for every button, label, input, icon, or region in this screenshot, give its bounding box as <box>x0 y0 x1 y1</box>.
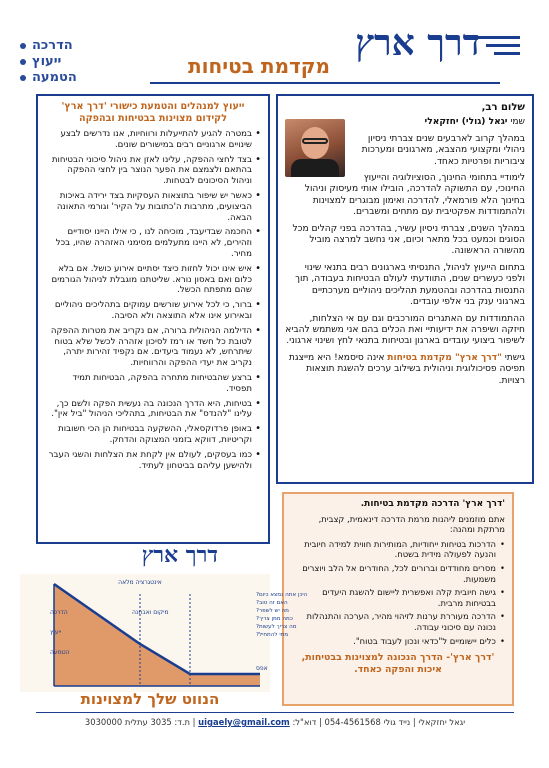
brand-title: דרך ארץ <box>355 22 480 64</box>
list-item: • כמו בעסקים, לעולם אין לקחת את הצלחות והשגי העבר ולהישען עליהם בביטחון לעתיד. <box>45 450 261 472</box>
offer-item: • מסרים מחודדים וברורים לכל, החודרים אל הלב ויוצרים משמעות. <box>291 563 505 584</box>
profile-photo <box>285 119 345 177</box>
list-item: • בצד לחצי ההפקה, עלינו לאזן את ניהול סיכוני הבטיחות בהתאם ולצמצם את הפער הנוצר בין לחצי ההפקה וניהול הסיכונים לבטחות. <box>45 155 261 187</box>
offer-item: • הדרכה מעוררת ערנות לזיהוי מהיר, הערכה והתנהלות נכונה עם סיכוני עבודה. <box>291 611 505 632</box>
author-name: יגאל (גולי) יחזקאלי <box>424 117 508 128</box>
offer-item: • כלים יישומיים ל"כדאי ונכון לעבוד בטוח". <box>291 636 505 647</box>
letter-paragraph: לימודיי בתחומי החינוך, הסוציולוגיה והייעוץ החינוכי, עם התשוקה להדרכה, הובילו אותי מעיסוק וניהול בחינוך הלא פורמאלי, להדרכה ואימון מבוגרים למצוינות ולהתמודדות אפקטיבית עם מתחים ומשברים. <box>304 173 525 218</box>
diagram-question: מתי להתחיל? <box>256 632 289 638</box>
footer-email-label: דוא"ל: <box>292 717 317 727</box>
photo-shirt <box>291 159 339 177</box>
letter-greeting: שלום רב, <box>481 102 525 113</box>
bullet-icon <box>20 75 26 81</box>
footer-po: ת.ד: 3035 עתלית 3030000 <box>84 717 190 727</box>
list-title: ייעוץ למנהלים והטמעת כישורי 'דרך ארץ' לקידום מצוינות בבטיחות ובהפקה <box>61 101 245 124</box>
bullet-icon <box>20 59 26 65</box>
photo-glasses <box>302 138 328 144</box>
diagram-end-label: אפס <box>256 665 268 672</box>
training-offer <box>282 492 514 706</box>
contact-footer: יגאל יחזקאלי | נייד גולי 054-4561568 | דוא"ל: uigaely@gmail.com | ת.ד: 3035 עתלית 3030000 <box>36 712 514 730</box>
list-item: • באופן פרדוקסאלי, ההשקעה בבטיחות הן הכי חשובות וקריטיות, דווקא בזמני המצוקה והדחק. <box>45 424 261 446</box>
list-item: • ברצע שהבטיחות מתחרה בהפקה, הבטיחות תמיד תפסיד. <box>45 373 261 395</box>
letter-paragraph: במהלך קרוב לארבעים שנים צברתי ניסיון ניהולי ומקצועי מהצבא, מארגונים ומערכות ציבוריות ופרטיות כאחד. <box>361 133 525 167</box>
list-item: • כאשר יש שיפור בתוצאות העסקיות בצד ירידה באיכות הביצועים, מתרבות ה'כתובות על הקיר' וגורמי התאונה הבאה. <box>45 191 261 223</box>
list-item: • בטיחות, היא הדרך הנכונה בה נעשית הפקה ולשם כך, עלינו "להנדס" את הבטיחות, בתהליכי הניהול "ביל אין". <box>45 399 261 421</box>
list-item: • במטרה להגיע להתייעלות ורווחיות, אנו נדרשים לבצע שינויים ארגוניים רבים במישורים שונים. <box>45 129 261 151</box>
footer-mobile: 054-4561568 <box>324 717 381 727</box>
diagram-label: הדרכה <box>50 609 68 616</box>
tagline-item: הדרכה <box>20 38 132 54</box>
letter-paragraph: בתחום הייעוץ לניהול, התנסיתי בארגונים רבים בתנאי שינוי ולפני כעשרים שנים, התוודעתי לעולם הבטיחות בעבודה, תוך התנסות בהדרכה ובהטמעת תהליכים ניהוליים מערכתיים בארגוני ענק בני אלפי עובדים. <box>295 262 525 308</box>
offer-footer: 'דרך ארץ'- הדרך הנכונה למצוינות בבטיחות, איכות והפקה כאחד. <box>301 652 495 676</box>
diagram-question: היכן אתה נמצא כיום? <box>256 592 308 598</box>
diagram-label: ייעוץ <box>50 629 62 636</box>
brand-subtitle: מקדמת בטיחות <box>188 54 330 78</box>
list-item: • ברור, כי לכל אירוע שורשים עמוקים בתהליכים ניהוליים ובאירוע אינו אלא התוצאה ולא הסיבה. <box>45 300 261 322</box>
offer-title: 'דרך ארץ' הדרכה מקדמת בטיחות. <box>360 499 505 509</box>
footer-mobile-label: נייד גולי <box>383 717 411 727</box>
bullet-icon <box>20 43 26 49</box>
letter-paragraph: ההתמודדות עם האתגרים המורכבים וגם עם אי הצלחות, חיזקה ושיפרה את ידיעותיי ואת הכלים בהם אני משתמש להביא לשיפור ביצועי עובדים בארגון ובטיחות בתנאי לחץ ושינוי ארגוני. <box>285 313 525 347</box>
navigator-graphic <box>20 574 308 692</box>
diagram-footer: הנווט שלך למצוינות <box>80 690 220 708</box>
diagram-question: האם זה טוב? <box>256 600 288 606</box>
diagram-label: הטמעה <box>50 649 70 656</box>
tagline <box>20 38 132 86</box>
footer-email-link[interactable]: uigaely@gmail.com <box>198 717 290 727</box>
diagram-question: מה צריך לעשות? <box>256 624 297 630</box>
tagline-item: ייעוץ <box>20 54 132 70</box>
list-item: • החכמה שבדיעבד, מוכיחה לנו , כי אילו היינו יסודיים וזהירים, לא היינו מתעלמים מסימני האזהרה שהיו, בכל מחיר. <box>45 227 261 259</box>
letter-intro: שמי יגאל (גולי) יחזקאלי <box>424 117 525 128</box>
letter-paragraph: במהלך השנים, צברתי ניסיון עשיר, בהדרכה בפני קהלים מכל הסוגים וכמעט בכל מתאר וכיום, אני נחשב למרצה מוביל מהשורה הראשונה. <box>292 223 525 257</box>
brand-lines-icon <box>478 36 520 60</box>
diagram-question: מה יש לשפר? <box>256 608 289 614</box>
approach-quote: "דרך ארץ" מקדמת בטיחות <box>387 352 502 363</box>
consulting-list <box>36 94 270 544</box>
navigator-diagram <box>20 574 308 692</box>
header-divider <box>150 82 500 84</box>
offer-item: • הדרכות בטיחות ייחודיות, המותירות חווית למידה חיובית והנעה לפעולה מידית בשטח. <box>291 539 505 560</box>
offer-item: • גישה חיובית קלה ואפשרית ליישום להשגת היעדים בבטיחות מרבית. <box>291 587 505 608</box>
offer-intro: אתם מוזמנים ליהנות מרמת הדרכה דינאמית, קצבית, מרתקת ומהנה: <box>318 513 505 535</box>
tagline-item: הטמעה <box>20 70 132 86</box>
diagram-mid-label: מיקום ואבחנה <box>132 609 169 616</box>
diagram-title: דרך ארץ <box>141 542 218 568</box>
footer-name: יגאל יחזקאלי <box>418 717 466 727</box>
list-item: • איש אינו יכול לחזות כיצד יסתיים אירוע כושל. אם בלא כלום ואם באסון נורא. שליטתנו מוגבלת לניהול הגורמים שהם מתפתח הכשל. <box>45 264 261 296</box>
intro-letter <box>276 94 534 484</box>
letter-paragraph: גישתי "דרך ארץ" מקדמת בטיחות אינה סיסמא! היא מייצגת תפיסה פסיכולוגית וניהולית בשילוב ערכים להשגת תוצאות רצויות. <box>288 352 525 386</box>
diagram-top-label: אינטגרציה מלאה <box>118 579 162 586</box>
list-item: • הדילמה הניהולית ברורה, אם נקריב את מטרות ההפקה לטובת כל חשד או רמז לסיכון אזהרה לכשל שלא בטוח שיתרחש, לא נעמוד ביעדים. אם נקפיד זהירות יתרה, נקריב את יעדי ההפקה והרווחיות. <box>45 326 261 369</box>
diagram-question: כמה ממן צריך? <box>256 616 293 622</box>
